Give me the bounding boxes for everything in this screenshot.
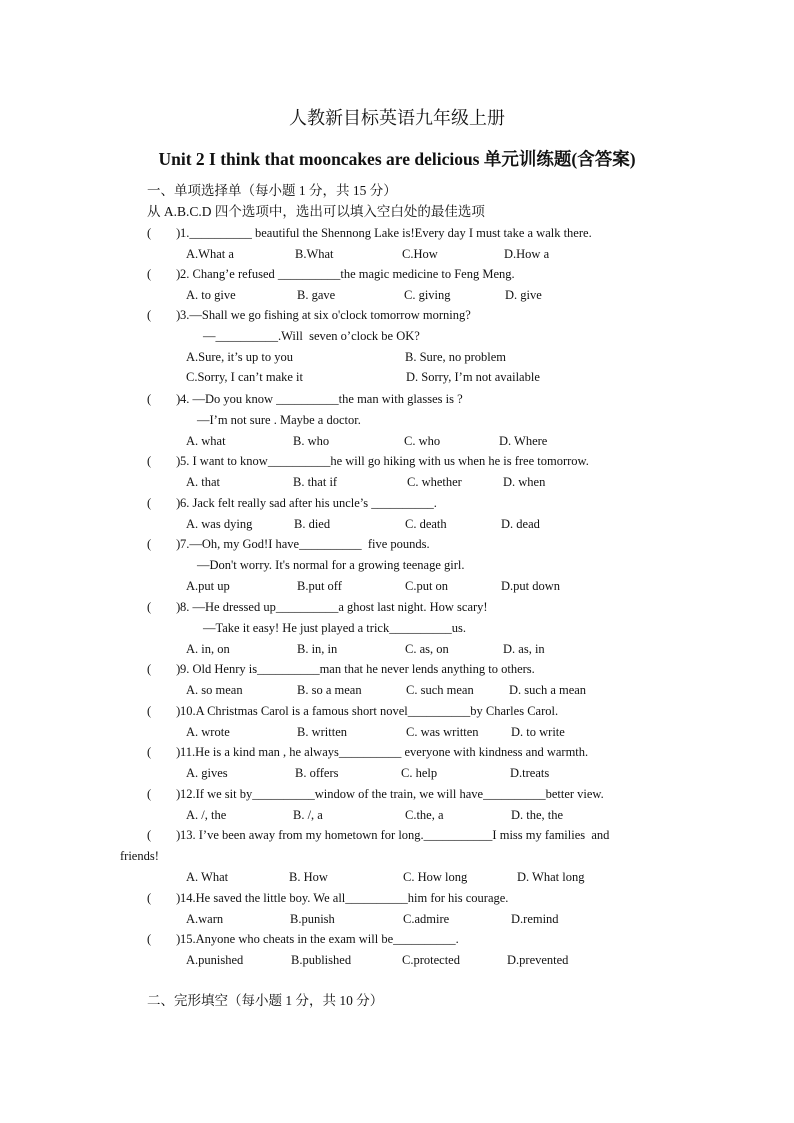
- option-c: C.the, a: [405, 807, 444, 822]
- question-2-text: 2. Chang’e refused __________the magic medicine to Feng Meng.: [180, 267, 515, 281]
- section-1-heading: 一、单项选择单（每小题 1 分，共 15 分）: [147, 183, 397, 198]
- option-b: B. /, a: [293, 807, 323, 822]
- answer-bracket: ( ): [147, 226, 181, 240]
- document-title: 人教新目标英语九年级上册: [289, 108, 505, 128]
- option-c: C. who: [404, 433, 441, 448]
- answer-bracket: ( ): [147, 454, 181, 468]
- question-3-text: —__________.Will seven o’clock be OK?: [203, 328, 420, 343]
- question-8-text: —Take it easy! He just played a trick__________us.: [203, 620, 466, 635]
- option-a: A.put up: [186, 578, 230, 593]
- option-d: D. to write: [511, 724, 565, 739]
- answer-bracket: ( ): [147, 392, 181, 406]
- section-1-instruction: 从 A.B.C.D 四个选项中，选出可以填入空白处的最佳选项: [147, 204, 485, 219]
- option-b: B. How: [289, 869, 328, 884]
- option-b: B. died: [294, 516, 331, 531]
- question-10-text: 10.A Christmas Carol is a famous short novel__________by Charles Carol.: [180, 704, 559, 718]
- option-b: B. gave: [297, 287, 336, 302]
- option-a: A. What: [186, 869, 229, 884]
- option-a: A.What a: [186, 246, 234, 261]
- answer-bracket: ( ): [147, 745, 181, 759]
- option-c: C.put on: [405, 578, 449, 593]
- option-d: D.put down: [501, 578, 561, 593]
- answer-bracket: ( ): [147, 600, 181, 614]
- section-2-heading: 二、完形填空（每小题 1 分，共 10 分）: [147, 993, 384, 1008]
- option-c: C. death: [405, 516, 447, 531]
- answer-bracket: ( ): [147, 828, 181, 842]
- option-d: D. Sorry, I’m not available: [406, 370, 540, 385]
- option-b: B.put off: [297, 578, 342, 593]
- answer-bracket: ( ): [147, 537, 181, 551]
- option-c: C. such mean: [406, 682, 474, 697]
- option-c: C. whether: [407, 474, 462, 489]
- question-6-text: 6. Jack felt really sad after his uncle’s __________.: [180, 496, 437, 510]
- option-d: D.remind: [511, 911, 559, 926]
- option-b: B. who: [293, 433, 330, 448]
- option-d: D. Where: [499, 433, 548, 448]
- option-a: A. what: [186, 433, 226, 448]
- question-13-text: friends!: [120, 848, 159, 863]
- question-15-text: 15.Anyone who cheats in the exam will be__________.: [180, 932, 459, 946]
- option-c: C. as, on: [405, 641, 449, 656]
- question-1-text: 1.__________ beautiful the Shennong Lake is!Every day I must take a walk there.: [180, 226, 592, 240]
- option-d: D.treats: [510, 765, 550, 780]
- option-c: C.Sorry, I can’t make it: [186, 370, 303, 385]
- answer-bracket: ( ): [147, 662, 181, 676]
- question-8-text: 8. —He dressed up__________a ghost last night. How scary!: [180, 600, 488, 614]
- answer-bracket: ( ): [147, 267, 181, 281]
- option-d: D. What long: [517, 869, 585, 884]
- option-a: A. gives: [186, 765, 228, 780]
- answer-bracket: ( ): [147, 704, 181, 718]
- option-b: B. Sure, no problem: [405, 349, 507, 364]
- answer-bracket: ( ): [147, 932, 181, 946]
- option-b: B. that if: [293, 474, 338, 489]
- option-d: D. such a mean: [509, 682, 587, 697]
- option-d: D.How a: [504, 246, 550, 261]
- option-a: A. so mean: [186, 682, 243, 697]
- question-3-text: 3.—Shall we go fishing at six o'clock tomorrow morning?: [180, 308, 471, 322]
- option-a: A. wrote: [186, 724, 230, 739]
- option-a: A. in, on: [186, 641, 230, 656]
- question-5-text: 5. I want to know__________he will go hiking with us when he is free tomorrow.: [180, 454, 589, 468]
- option-c: C.protected: [402, 952, 460, 967]
- question-14-text: 14.He saved the little boy. We all__________him for his courage.: [180, 891, 509, 905]
- option-d: D. give: [505, 287, 542, 302]
- option-b: B. in, in: [297, 641, 338, 656]
- option-b: B.What: [295, 246, 334, 261]
- option-b: B. so a mean: [297, 682, 362, 697]
- option-a: A.Sure, it’s up to you: [186, 349, 293, 364]
- answer-bracket: ( ): [147, 496, 181, 510]
- answer-bracket: ( ): [147, 308, 181, 322]
- question-7-text: 7.—Oh, my God!I have__________ five pounds.: [180, 537, 430, 551]
- question-11-text: 11.He is a kind man , he always__________ everyone with kindness and warmth.: [180, 745, 589, 759]
- option-b: B.punish: [290, 911, 335, 926]
- option-d: D. as, in: [503, 641, 545, 656]
- option-c: C.How: [402, 246, 438, 261]
- option-d: D. when: [503, 474, 546, 489]
- question-4-text: 4. —Do you know __________the man with glasses is ?: [180, 392, 463, 406]
- question-9-text: 9. Old Henry is__________man that he never lends anything to others.: [180, 662, 535, 676]
- answer-bracket: ( ): [147, 891, 181, 905]
- option-a: A. was dying: [186, 516, 253, 531]
- option-c: C. help: [401, 765, 438, 780]
- option-d: D. the, the: [511, 807, 564, 822]
- option-d: D.prevented: [507, 952, 569, 967]
- option-c: C. giving: [404, 287, 451, 302]
- question-12-text: 12.If we sit by__________window of the train, we will have__________better view.: [180, 787, 604, 801]
- option-c: C.admire: [403, 911, 450, 926]
- option-b: B. offers: [295, 765, 339, 780]
- question-7-text: —Don't worry. It's normal for a growing teenage girl.: [197, 557, 465, 572]
- option-a: A. /, the: [186, 807, 227, 822]
- option-a: A. to give: [186, 287, 236, 302]
- option-c: C. was written: [406, 724, 479, 739]
- document-subtitle: Unit 2 I think that mooncakes are delicious 单元训练题(含答案): [158, 149, 636, 169]
- option-b: B.published: [291, 952, 352, 967]
- option-b: B. written: [297, 724, 347, 739]
- option-c: C. How long: [403, 869, 468, 884]
- option-d: D. dead: [501, 516, 540, 531]
- question-4-text: —I’m not sure . Maybe a doctor.: [197, 412, 361, 427]
- answer-bracket: ( ): [147, 787, 181, 801]
- option-a: A.warn: [186, 911, 224, 926]
- option-a: A. that: [186, 474, 221, 489]
- question-13-text: 13. I’ve been away from my hometown for long.___________I miss my families and: [180, 828, 610, 842]
- option-a: A.punished: [186, 952, 244, 967]
